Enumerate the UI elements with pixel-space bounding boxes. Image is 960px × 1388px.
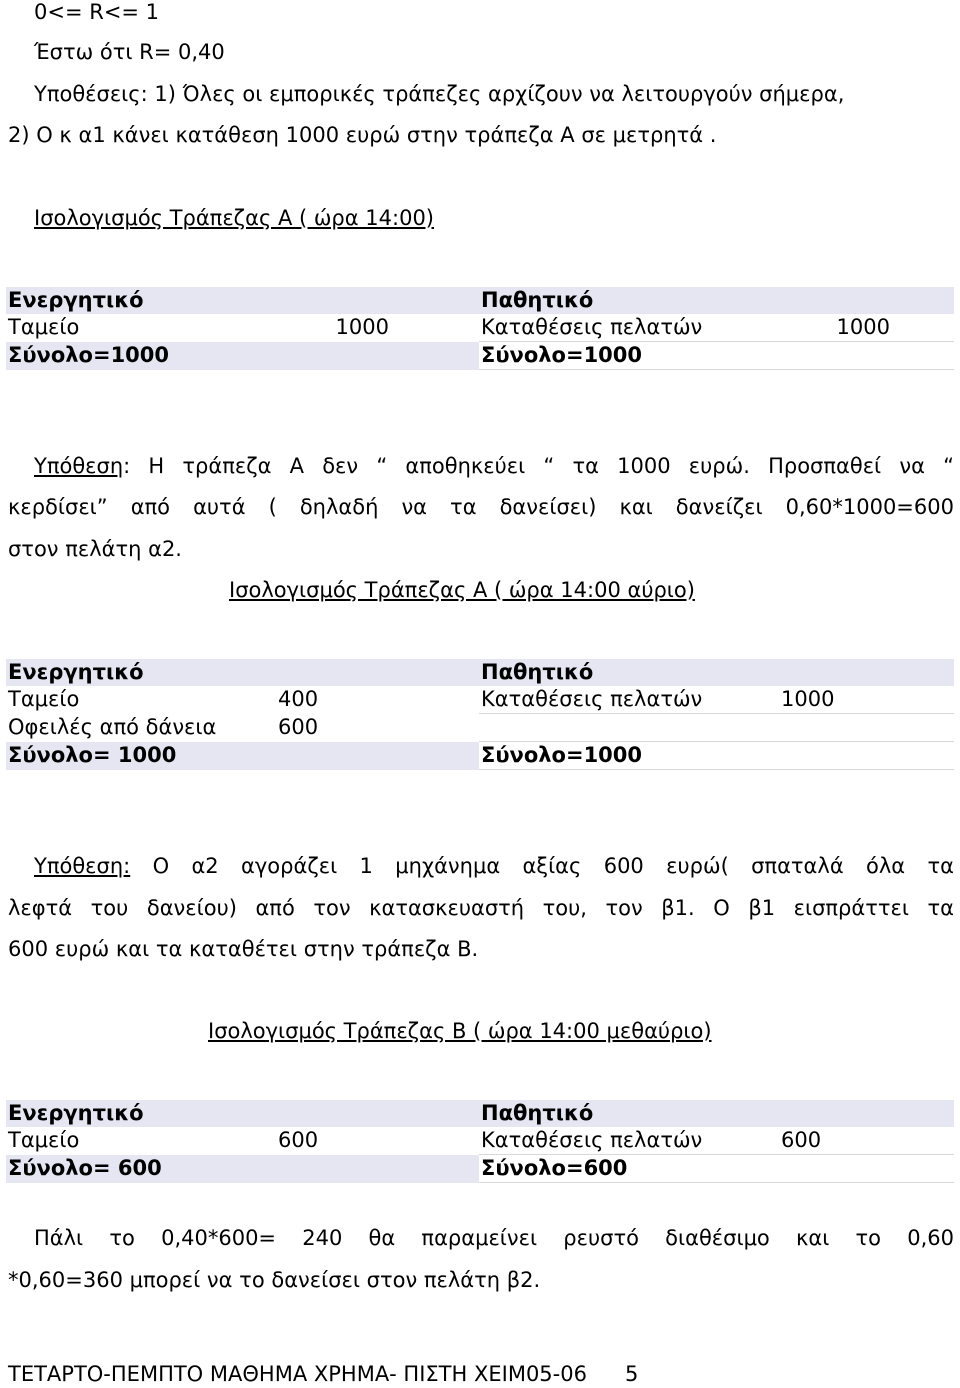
hypothesis-paragraph-1-line-3: στον πελάτη α2. bbox=[8, 537, 182, 561]
liabilities-total: Σύνολο=1000 bbox=[479, 742, 779, 770]
hypothesis-paragraph-1-line-2: κερδίσει” από αυτά ( δηλαδή να τα δανείσει) και δανείζει 0,60*1000=600 bbox=[8, 495, 954, 519]
assets-total: Σύνολο=1000 bbox=[6, 342, 276, 370]
page-number: 5 bbox=[624, 1362, 639, 1386]
liabilities-header: Παθητικό bbox=[479, 659, 779, 686]
assumption-line: Έστω ότι R= 0,40 bbox=[34, 40, 225, 64]
liabilities-header: Παθητικό bbox=[479, 1100, 779, 1127]
asset-name: Ταμείο bbox=[8, 687, 80, 712]
footer-text: ΤΕΤΑΡΤΟ-ΠΕΜΠΤΟ ΜΑΘΗΜΑ ΧΡΗΜΑ- ΠΙΣΤΗ ΧΕΙΜ05-06 bbox=[8, 1362, 587, 1386]
hypothesis-label: Υπόθεση bbox=[34, 454, 124, 478]
assets-header: Ενεργητικό bbox=[6, 1100, 276, 1127]
balance-sheet-table-1 bbox=[6, 287, 954, 370]
assets-header: Ενεργητικό bbox=[6, 659, 276, 686]
hypothesis-paragraph-2-line-3: 600 ευρώ και τα καταθέτει στην τράπεζα Β. bbox=[8, 937, 479, 961]
asset-name: Ταμείο bbox=[8, 1128, 80, 1153]
hypothesis-paragraph-2-line-2: λεφτά του δανείου) από τον κατασκευαστή του, τον β1. Ο β1 εισπράττει τα bbox=[8, 896, 954, 920]
page-footer bbox=[8, 1360, 638, 1388]
range-line: 0<= R<= 1 bbox=[34, 0, 160, 24]
liabilities-header: Παθητικό bbox=[479, 287, 809, 314]
assets-total: Σύνολο= 1000 bbox=[6, 742, 276, 770]
liability-value: 1000 bbox=[779, 686, 954, 714]
asset-value: 600 bbox=[278, 1128, 319, 1153]
asset-value: 1000 bbox=[335, 315, 389, 340]
assets-header: Ενεργητικό bbox=[6, 287, 276, 314]
hypothesis-paragraph-2-line-1: Υπόθεση: Ο α2 αγοράζει 1 μηχάνημα αξίας 600 ευρώ( σπαταλά όλα τα bbox=[34, 854, 954, 878]
asset-name: Οφειλές από δάνεια bbox=[8, 715, 217, 739]
hypothesis-label: Υπόθεση: bbox=[34, 854, 131, 878]
asset-name: Ταμείο bbox=[8, 315, 80, 340]
asset-value: 600 bbox=[278, 715, 319, 739]
liabilities-total: Σύνολο=1000 bbox=[479, 342, 809, 370]
liability-name: Καταθέσεις πελατών bbox=[479, 1127, 779, 1155]
hypotheses-line-2: 2) Ο κ α1 κάνει κατάθεση 1000 ευρώ στην τράπεζα Α σε μετρητά . bbox=[8, 123, 717, 147]
asset-value: 400 bbox=[278, 687, 319, 712]
liability-value: 600 bbox=[779, 1127, 954, 1155]
conclusion-line-2: *0,60=360 μπορεί να το δανείσει στον πελάτη β2. bbox=[8, 1268, 541, 1292]
balance-sheet-table-2 bbox=[6, 659, 954, 770]
liability-name: Καταθέσεις πελατών bbox=[479, 686, 779, 714]
liability-value: 1000 bbox=[809, 314, 954, 342]
balance-sheet-title-2: Ισολογισμός Τράπεζας Α ( ώρα 14:00 αύριο) bbox=[229, 578, 695, 602]
conclusion-line-1: Πάλι το 0,40*600= 240 θα παραμείνει ρευστό διαθέσιμο και το 0,60 bbox=[34, 1226, 954, 1250]
balance-sheet-title-3: Ισολογισμός Τράπεζας Β ( ώρα 14:00 μεθαύριο) bbox=[208, 1019, 712, 1043]
hypothesis-paragraph-1-line-1: Υπόθεση: Η τράπεζα Α δεν “ αποθηκεύει “ τα 1000 ευρώ. Προσπαθεί να “ bbox=[34, 454, 954, 478]
liability-name: Καταθέσεις πελατών bbox=[479, 314, 809, 342]
liabilities-total: Σύνολο=600 bbox=[479, 1155, 779, 1183]
hypotheses-line-1: Υποθέσεις: 1) Όλες οι εμπορικές τράπεζες αρχίζουν να λειτουργούν σήμερα, bbox=[34, 82, 845, 106]
balance-sheet-title-1: Ισολογισμός Τράπεζας Α ( ώρα 14:00) bbox=[34, 206, 434, 230]
assets-total: Σύνολο= 600 bbox=[6, 1155, 276, 1183]
balance-sheet-table-3 bbox=[6, 1100, 954, 1183]
